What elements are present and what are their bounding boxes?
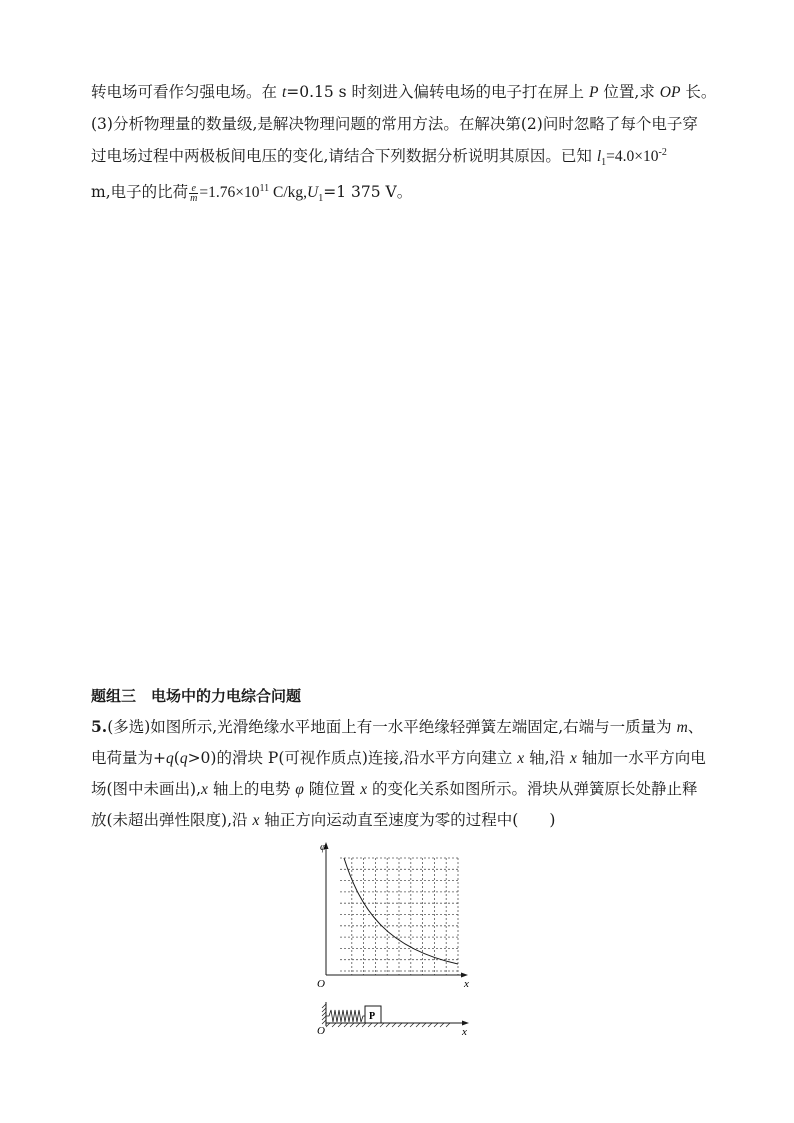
text: 长。 <box>680 83 717 101</box>
text: 位置,求 <box>598 83 660 101</box>
text: =0.15 s 时刻进入偏转电场的电子打在屏上 <box>286 83 589 101</box>
text: 过电场过程中两极板间电压的变化,请结合下列数据分析说明其原因。已知 <box>91 147 597 165</box>
var-x: x <box>201 781 208 798</box>
question-number: 5. <box>91 717 108 736</box>
text: =1 375 V。 <box>323 183 413 201</box>
text: 如图所示,光滑绝缘水平地面上有一水平绝缘轻弹簧左端固定,右端与一质量为 <box>150 718 677 736</box>
var-x: x <box>517 750 525 767</box>
text: 、 <box>687 718 704 736</box>
var-x: x <box>360 781 368 798</box>
text-line-2 <box>91 114 698 134</box>
spring <box>326 1010 365 1022</box>
text: >0)的滑块 P(可视作质点)连接,沿水平方向建立 <box>187 749 518 767</box>
var-U: U <box>307 184 319 201</box>
section-heading <box>91 686 301 706</box>
fraction-numerator: e <box>189 184 198 194</box>
text: 电荷量为+ <box>91 749 166 767</box>
text: 轴加一水平方向电 <box>576 749 706 767</box>
exponent: -2 <box>658 146 667 158</box>
text: 转电场可看作匀强电场。在 <box>91 83 282 101</box>
var-t: t <box>281 84 287 101</box>
var-P: P <box>589 84 599 101</box>
heading-text: 题组三 电场中的力电综合问题 <box>91 687 302 705</box>
subscript: 1 <box>601 157 607 169</box>
x-axis-top-arrow <box>461 973 468 978</box>
phi-label: φ <box>320 841 327 853</box>
phi-x-figure <box>310 838 480 1038</box>
text: 轴,沿 <box>524 749 570 767</box>
q5-line-2 <box>91 748 706 769</box>
text: 场(图中未画出), <box>91 780 202 798</box>
text: 放(未超出弹性限度),沿 <box>91 811 253 829</box>
exponent: 11 <box>259 182 270 194</box>
q5-line-1 <box>91 717 703 738</box>
var-x: x <box>252 812 260 829</box>
text: ( <box>173 749 180 767</box>
x-label-bottom: x <box>462 1026 467 1038</box>
origin-label-top: O <box>317 978 325 990</box>
block-P-label: P <box>369 1011 376 1022</box>
q5-line-3 <box>91 779 698 800</box>
var-q: q <box>166 750 174 767</box>
fraction-denominator: m <box>190 192 198 204</box>
var-OP: OP <box>659 84 681 101</box>
x-label-top: x <box>464 978 469 990</box>
var-q: q <box>179 750 188 767</box>
text: m,电子的比荷 <box>91 183 189 201</box>
var-phi: φ <box>295 781 304 798</box>
grid <box>340 858 458 975</box>
question-tag: (多选) <box>107 718 151 736</box>
subscript: 1 <box>318 193 324 205</box>
origin-label-bottom: O <box>317 1025 325 1037</box>
var-x: x <box>569 750 577 767</box>
text-line-3 <box>91 146 667 167</box>
x-axis-bottom-arrow <box>462 1021 469 1026</box>
text: 轴上的电势 <box>207 780 296 798</box>
text: C/kg, <box>269 184 308 201</box>
var-m: m <box>676 719 688 736</box>
text: 随位置 <box>303 780 361 798</box>
text: 轴正方向运动直至速度为零的过程中( ) <box>259 811 556 829</box>
text: =1.76×10 <box>199 184 260 201</box>
text-line-1 <box>91 82 716 103</box>
fraction-e-over-m <box>189 184 198 203</box>
text: 的变化关系如图所示。滑块从弹簧原长处静止释 <box>367 780 698 798</box>
text-line-4 <box>91 182 412 203</box>
var-l: l <box>596 148 602 165</box>
text: =4.0×10 <box>606 148 659 165</box>
ground-hatch <box>326 1023 450 1027</box>
wall-hatch <box>322 1004 326 1024</box>
text: (3)分析物理量的数量级,是解决物理问题的常用方法。在解决第(2)问时忽略了每个电子穿 <box>91 115 698 133</box>
q5-line-4 <box>91 810 555 831</box>
